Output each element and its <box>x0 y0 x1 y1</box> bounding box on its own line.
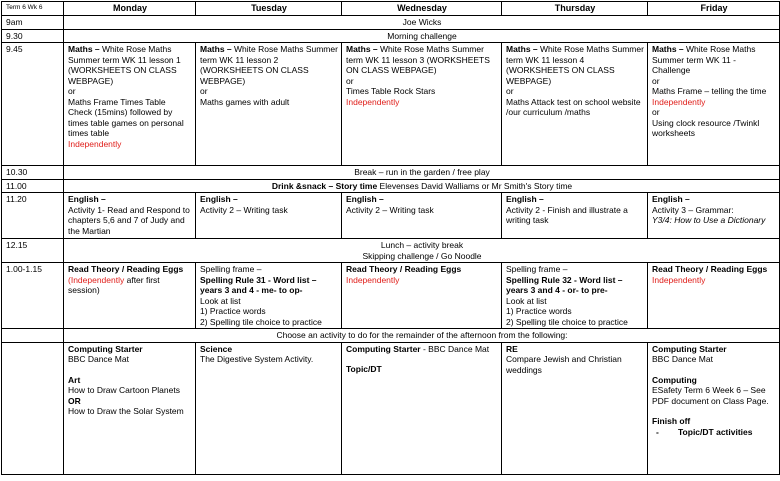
reading-friday-title: Read Theory / Reading Eggs <box>652 264 768 274</box>
maths-tuesday-or: or <box>200 86 208 96</box>
maths-monday-independently: Independently <box>68 138 122 149</box>
time-100: 1.00-1.15 <box>2 263 64 329</box>
reading-wednesday-independently: Independently <box>346 274 400 285</box>
reading-wednesday-title: Read Theory / Reading Eggs <box>346 264 462 274</box>
english-thursday-title: English – <box>506 194 544 204</box>
maths-friday-text: White Rose Maths Summer term WK 11 - Challenge <box>652 44 756 75</box>
afternoon-monday-planets: How to Draw Cartoon Planets <box>68 385 180 395</box>
row-choose <box>2 329 780 343</box>
afternoon-wednesday-topic: Topic/DT <box>346 364 382 374</box>
time-9am: 9am <box>2 16 64 30</box>
maths-monday-text: White Rose Maths Summer term WK 11 lesson 1 (WORKSHEETS ON CLASS WEBPAGE) <box>68 44 181 86</box>
spelling-tuesday-practice: 1) Practice words <box>200 306 266 316</box>
maths-thursday <box>502 43 648 166</box>
maths-monday <box>64 43 196 166</box>
choose-activity: Choose an activity to do for the remainder of the afternoon from the following: <box>64 329 780 343</box>
afternoon-monday-or: OR <box>68 395 81 406</box>
spelling-thursday-years: years 3 and 4 - or- to pre- <box>506 285 608 295</box>
time-930: 9.30 <box>2 29 64 43</box>
afternoon-thursday <box>502 342 648 474</box>
row-945-maths <box>2 43 780 166</box>
row-930 <box>2 29 780 43</box>
afternoon-tuesday-science: Science <box>200 343 233 354</box>
maths-friday-or: or <box>652 75 660 86</box>
maths-thursday-text2: Maths Attack test on school website /our curriculum /maths <box>506 96 641 117</box>
timetable <box>1 1 780 475</box>
spelling-tuesday-rule: Spelling Rule 31 - Word list – <box>200 274 317 285</box>
maths-thursday-or: or <box>506 86 514 96</box>
maths-wednesday <box>342 43 502 166</box>
row-1100 <box>2 179 780 193</box>
skipping-text: Skipping challenge / Go Noodle <box>362 250 482 261</box>
morning-challenge: Morning challenge <box>64 29 780 43</box>
english-monday-text: Activity 1- Read and Respond to chapters 5,6 and 7 of Judy and the Martian <box>68 204 190 236</box>
maths-friday <box>648 43 780 166</box>
english-tuesday <box>196 193 342 239</box>
row-afternoon <box>2 342 780 474</box>
maths-wednesday-independently: Independently <box>346 96 400 107</box>
maths-thursday-text: White Rose Maths Summer term WK 11 lesson 4 (WORKSHEETS ON CLASS WEBPAGE) <box>506 44 644 86</box>
story-time-title: Drink &snack – Story time <box>271 180 378 191</box>
maths-friday-text2: Maths Frame – telling the time <box>652 86 767 96</box>
english-friday-text: Activity 3 – Grammar: <box>652 204 734 215</box>
reading-friday-independently: Independently <box>652 274 706 285</box>
afternoon-friday-computing: Computing <box>652 374 697 385</box>
afternoon-wednesday-computing: Computing Starter <box>346 343 421 354</box>
afternoon-tuesday <box>196 342 342 474</box>
maths-monday-or: or <box>68 86 76 96</box>
maths-friday-independently: Independently <box>652 96 706 107</box>
reading-monday <box>64 263 196 329</box>
afternoon-friday <box>648 342 780 474</box>
english-friday-title: English – <box>652 194 690 204</box>
row-1030 <box>2 166 780 180</box>
spelling-tuesday-frame: Spelling frame – <box>200 264 262 274</box>
maths-wednesday-title: Maths – <box>346 44 378 54</box>
afternoon-friday-esafety: ESafety Term 6 Week 6 – See PDF document on Class Page. <box>652 385 769 406</box>
afternoon-wednesday <box>342 342 502 474</box>
maths-tuesday <box>196 43 342 166</box>
spelling-thursday <box>502 263 648 329</box>
afternoon-tuesday-digestive: The Digestive System Activity. <box>200 354 314 364</box>
maths-tuesday-text: White Rose Maths Summer term WK 11 lesson 2 (WORKSHEETS ON CLASS WEBPAGE) <box>200 44 338 86</box>
english-tuesday-text: Activity 2 – Writing task <box>200 204 288 215</box>
maths-friday-text3: Using clock resource /Twinkl worksheets <box>652 117 760 138</box>
spelling-tuesday-tile: 2) Spelling tile choice to practice <box>200 316 322 327</box>
time-1030: 10.30 <box>2 166 64 180</box>
maths-monday-title: Maths – <box>68 44 100 54</box>
maths-wednesday-or: or <box>346 75 354 86</box>
english-thursday <box>502 193 648 239</box>
choose-time-empty <box>2 329 64 343</box>
english-wednesday <box>342 193 502 239</box>
maths-thursday-title: Maths – <box>506 44 538 54</box>
joe-wicks: Joe Wicks <box>64 16 780 30</box>
maths-tuesday-title: Maths – <box>200 44 232 54</box>
english-wednesday-text: Activity 2 – Writing task <box>346 204 434 215</box>
header-row <box>2 2 780 16</box>
spelling-thursday-tile: 2) Spelling tile choice to practice <box>506 316 628 327</box>
afternoon-monday <box>64 342 196 474</box>
time-1215: 12.15 <box>2 239 64 263</box>
afternoon-monday-art: Art <box>68 374 81 385</box>
afternoon-monday-computing: Computing Starter <box>68 343 143 354</box>
reading-wednesday <box>342 263 502 329</box>
english-thursday-text: Activity 2 - Finish and illustrate a writing task <box>506 204 628 225</box>
story-time-text: Elevenses David Walliams or Mr Smith's Story time <box>377 180 573 191</box>
english-friday-italic: Y3/4: How to Use a Dictionary <box>652 215 766 225</box>
english-tuesday-title: English – <box>200 194 238 204</box>
row-100-reading <box>2 263 780 329</box>
afternoon-thursday-re: RE <box>506 343 518 354</box>
afternoon-wednesday-dance-mat: - BBC Dance Mat <box>420 343 490 354</box>
afternoon-time-empty <box>2 342 64 474</box>
afternoon-thursday-weddings: Compare Jewish and Christian weddings <box>506 354 622 375</box>
maths-wednesday-text2: Times Table Rock Stars <box>346 86 436 96</box>
maths-monday-text2: Maths Frame Times Table Check (15mins) followed by times table games on personal times table <box>68 96 184 138</box>
afternoon-friday-dance-mat: BBC Dance Mat <box>652 354 713 364</box>
reading-monday-independently: (Independently <box>68 274 125 285</box>
maths-friday-title: Maths – <box>652 44 684 54</box>
day-friday: Friday <box>648 2 780 16</box>
spelling-thursday-frame: Spelling frame – <box>506 264 568 274</box>
time-945: 9.45 <box>2 43 64 166</box>
afternoon-friday-computing-starter: Computing Starter <box>652 343 727 354</box>
spelling-thursday-look: Look at list <box>506 295 547 306</box>
row-9am <box>2 16 780 30</box>
break-row: Break – run in the garden / free play <box>64 166 780 180</box>
term-week-label: Term 6 Wk 6 <box>2 2 64 16</box>
day-monday: Monday <box>64 2 196 16</box>
day-tuesday: Tuesday <box>196 2 342 16</box>
afternoon-monday-solar: How to Draw the Solar System <box>68 406 184 416</box>
maths-friday-or2: or <box>652 107 660 117</box>
maths-wednesday-text: White Rose Maths Summer term WK 11 lesson 3 (WORKSHEETS ON CLASS WEBPAGE) <box>346 44 490 75</box>
english-monday-title: English – <box>68 194 106 204</box>
time-1120: 11.20 <box>2 193 64 239</box>
lunch-row <box>64 239 780 263</box>
lunch-text: Lunch – activity break <box>380 240 464 250</box>
spelling-tuesday <box>196 263 342 329</box>
spelling-tuesday-look: Look at list <box>200 295 241 306</box>
spelling-tuesday-years: years 3 and 4 - me- to op- <box>200 285 303 295</box>
maths-tuesday-text2: Maths games with adult <box>200 96 290 107</box>
time-1100: 11.00 <box>2 179 64 193</box>
spelling-thursday-practice: 1) Practice words <box>506 306 572 316</box>
spelling-thursday-rule: Spelling Rule 32 - Word list – <box>506 274 623 285</box>
row-1215 <box>2 239 780 263</box>
english-monday <box>64 193 196 239</box>
story-time-row <box>64 179 780 193</box>
day-wednesday: Wednesday <box>342 2 502 16</box>
english-wednesday-title: English – <box>346 194 384 204</box>
afternoon-friday-finish-off: Finish off <box>652 416 691 426</box>
english-friday <box>648 193 780 239</box>
day-thursday: Thursday <box>502 2 648 16</box>
afternoon-friday-topic: - Topic/DT activities <box>652 427 776 438</box>
afternoon-monday-dance-mat: BBC Dance Mat <box>68 354 129 364</box>
row-1120-english <box>2 193 780 239</box>
reading-monday-text: after first session) <box>68 274 160 295</box>
reading-monday-title: Read Theory / Reading Eggs <box>68 264 184 274</box>
reading-friday <box>648 263 780 329</box>
